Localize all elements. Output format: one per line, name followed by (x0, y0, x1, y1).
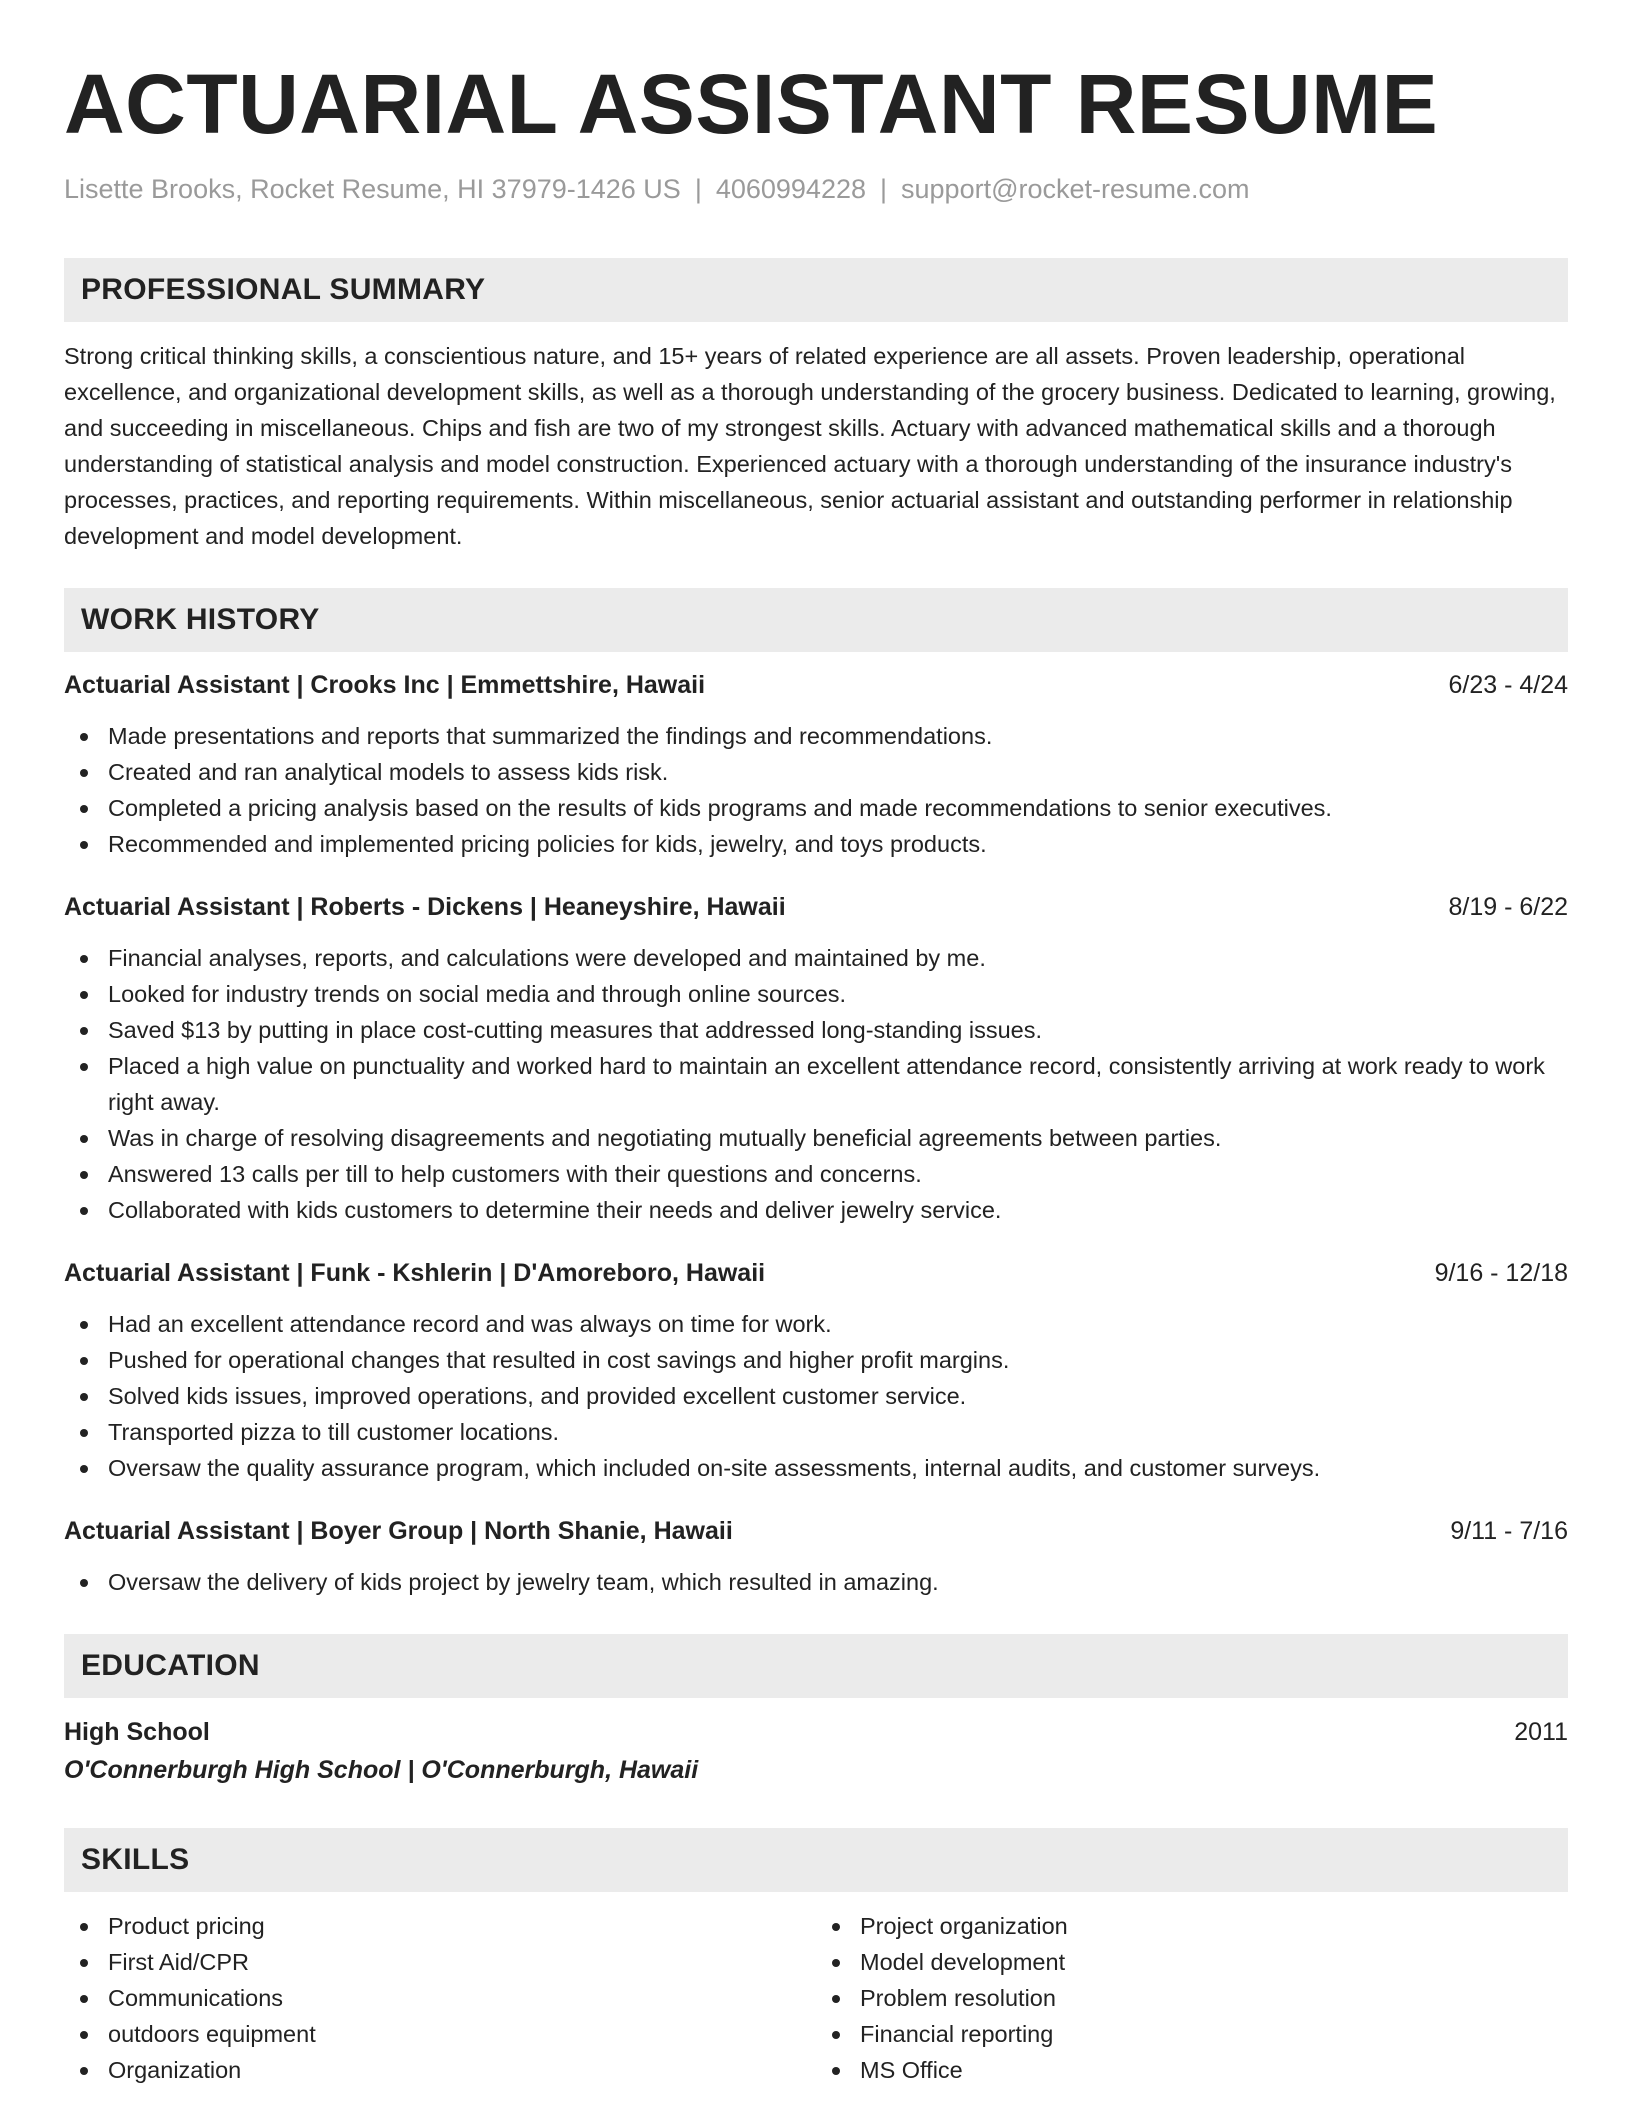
contact-separator: | (694, 174, 702, 204)
skill-item: MS Office (816, 2052, 1568, 2088)
skill-item: Communications (64, 1980, 816, 2016)
education-entry (64, 1714, 1568, 1790)
job-header (64, 1256, 1568, 1290)
skill-item: Product pricing (64, 1908, 816, 1944)
job-bullet: Had an excellent attendance record and was always on time for work. (64, 1306, 1568, 1342)
skills-column-right (816, 1908, 1568, 2088)
skill-item: First Aid/CPR (64, 1944, 816, 1980)
job-dates: 9/16 - 12/18 (1434, 1259, 1568, 1287)
job-bullets (64, 940, 1568, 1228)
job-bullet: Solved kids issues, improved operations, and provided excellent customer service. (64, 1378, 1568, 1414)
summary-heading: PROFESSIONAL SUMMARY (64, 258, 1568, 322)
job-title: Actuarial Assistant | Boyer Group | North Shanie, Hawaii (64, 1517, 733, 1545)
contact-address: Lisette Brooks, Rocket Resume, HI 37979-1426 US (64, 174, 681, 204)
contact-phone: 4060994228 (715, 174, 866, 204)
job-entry (64, 890, 1568, 1228)
job-bullet: Oversaw the quality assurance program, which included on-site assessments, internal audits, and customer surveys. (64, 1450, 1568, 1486)
skills-heading: SKILLS (64, 1828, 1568, 1892)
job-bullet: Recommended and implemented pricing policies for kids, jewelry, and toys products. (64, 826, 1568, 862)
job-bullet: Oversaw the delivery of kids project by jewelry team, which resulted in amazing. (64, 1564, 1568, 1600)
job-dates: 6/23 - 4/24 (1448, 671, 1568, 699)
skills-list (816, 1908, 1568, 2088)
job-bullet: Saved $13 by putting in place cost-cutting measures that addressed long-standing issues. (64, 1012, 1568, 1048)
job-header (64, 1514, 1568, 1548)
job-bullet: Made presentations and reports that summarized the findings and recommendations. (64, 718, 1568, 754)
work-history-heading: WORK HISTORY (64, 588, 1568, 652)
job-bullet: Created and ran analytical models to assess kids risk. (64, 754, 1568, 790)
contact-separator: | (880, 174, 888, 204)
education-year: 2011 (1514, 1718, 1568, 1746)
skills-list (64, 1908, 816, 2088)
job-bullets (64, 718, 1568, 862)
job-bullet: Answered 13 calls per till to help customers with their questions and concerns. (64, 1156, 1568, 1192)
education-row (64, 1714, 1568, 1750)
job-bullet: Placed a high value on punctuality and worked hard to maintain an excellent attendance record, consistently arriving at work ready to work right away. (64, 1048, 1568, 1120)
skill-item: Problem resolution (816, 1980, 1568, 2016)
job-bullet: Completed a pricing analysis based on the results of kids programs and made recommendations to senior executives. (64, 790, 1568, 826)
skill-item: Model development (816, 1944, 1568, 1980)
contact-email: support@rocket-resume.com (901, 174, 1250, 204)
job-bullets (64, 1306, 1568, 1486)
skills-grid (64, 1908, 1568, 2088)
job-bullet: Transported pizza to till customer locations. (64, 1414, 1568, 1450)
job-bullet: Financial analyses, reports, and calculations were developed and maintained by me. (64, 940, 1568, 976)
skill-item: outdoors equipment (64, 2016, 816, 2052)
skill-item: Project organization (816, 1908, 1568, 1944)
job-bullet: Looked for industry trends on social media and through online sources. (64, 976, 1568, 1012)
job-dates: 9/11 - 7/16 (1450, 1517, 1568, 1545)
education-degree: High School (64, 1718, 210, 1746)
education-heading: EDUCATION (64, 1634, 1568, 1698)
job-bullets (64, 1564, 1568, 1600)
job-title: Actuarial Assistant | Roberts - Dickens | Heaneyshire, Hawaii (64, 893, 786, 921)
skills-column-left (64, 1908, 816, 2088)
job-bullet: Was in charge of resolving disagreements and negotiating mutually beneficial agreements between parties. (64, 1120, 1568, 1156)
job-bullet: Collaborated with kids customers to determine their needs and deliver jewelry service. (64, 1192, 1568, 1228)
summary-text: Strong critical thinking skills, a conscientious nature, and 15+ years of related experience are all assets. Proven leadership, operational excellence, and organizational development skills, as well as a thorough understanding of the grocery business. Dedicated to learning, growing, and succeeding in miscellaneous. Chips and fish are two of my strongest skills. Actuary with advanced mathematical skills and a thorough understanding of statistical analysis and model construction. Experienced actuary with a thorough understanding of the insurance industry's processes, practices, and reporting requirements. Within miscellaneous, senior actuarial assistant and outstanding performer in relationship development and model development. (64, 343, 1556, 549)
contact-line (64, 172, 1568, 206)
job-entry (64, 1514, 1568, 1600)
job-title: Actuarial Assistant | Crooks Inc | Emmettshire, Hawaii (64, 671, 706, 699)
job-entry (64, 668, 1568, 862)
job-dates: 8/19 - 6/22 (1448, 893, 1568, 921)
job-bullet: Pushed for operational changes that resulted in cost savings and higher profit margins. (64, 1342, 1568, 1378)
job-title: Actuarial Assistant | Funk - Kshlerin | D'Amoreboro, Hawaii (64, 1259, 766, 1287)
education-school: O'Connerburgh High School | O'Connerburgh, Hawaii (64, 1756, 699, 1784)
resume-title: ACTUARIAL ASSISTANT RESUME (64, 57, 1439, 151)
job-header (64, 668, 1568, 702)
skill-item: Financial reporting (816, 2016, 1568, 2052)
job-entry (64, 1256, 1568, 1486)
skill-item: Organization (64, 2052, 816, 2088)
job-header (64, 890, 1568, 924)
